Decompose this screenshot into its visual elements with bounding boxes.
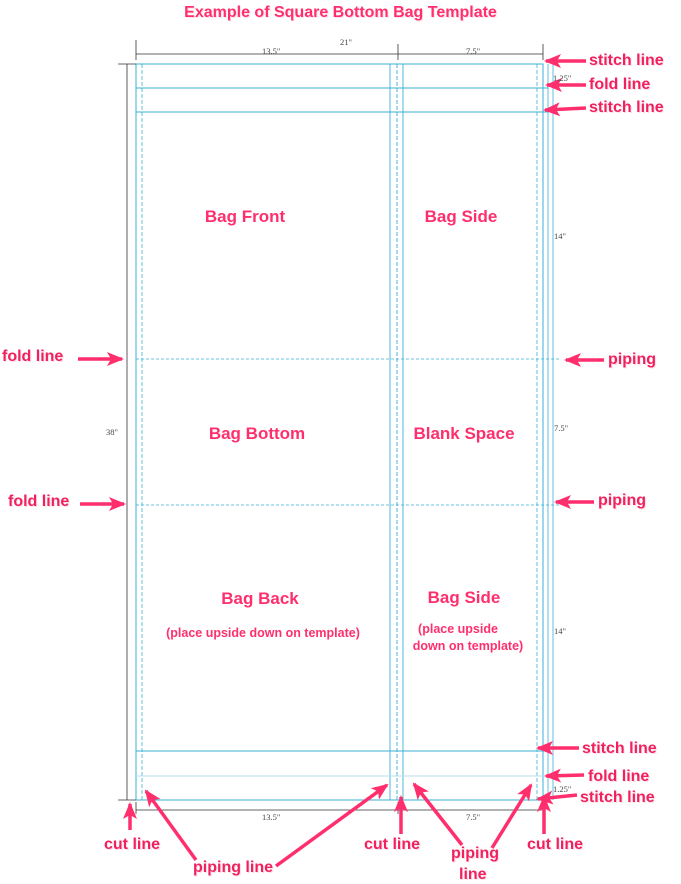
arrow-fold-bottom [546, 775, 584, 776]
panel-bag-side-top: Bag Side [424, 207, 498, 226]
arrow-piping-middle-up [414, 784, 462, 845]
label-cut-line-middle: cut line [364, 836, 421, 853]
label-fold-line-left-1: fold line [2, 348, 64, 365]
dim-side-width-top: 7.5" [466, 46, 481, 56]
panel-bag-side-note-1: (place upside [418, 622, 498, 636]
dim-seam-top: 1.25" [553, 73, 572, 83]
panel-bag-front: Bag Front [204, 207, 286, 226]
dim-lower-height: 14" [554, 626, 566, 636]
arrow-piping-middle-right [492, 785, 531, 848]
panel-divider [390, 64, 403, 800]
dim-total-width: 21" [340, 37, 352, 47]
panel-bag-side-bottom: Bag Side [427, 588, 501, 607]
label-piping-right-1: piping [608, 351, 656, 368]
label-cut-line-left: cut line [104, 836, 161, 853]
label-fold-line-top: fold line [589, 76, 651, 93]
label-fold-line-bottom: fold line [588, 768, 650, 785]
dim-front-width-bottom: 13.5" [262, 812, 281, 822]
label-stitch-line-top-2: stitch line [589, 99, 664, 116]
label-fold-line-left-2: fold line [8, 493, 70, 510]
panel-blank-space: Blank Space [413, 424, 515, 443]
label-stitch-line-top-1: stitch line [589, 52, 664, 69]
dim-front-width-top: 13.5" [262, 46, 281, 56]
dim-side-width-bottom: 7.5" [466, 812, 481, 822]
label-piping-middle-2: line [459, 866, 487, 883]
label-piping-middle-1: piping [451, 845, 499, 862]
panel-bag-back: Bag Back [221, 589, 299, 608]
dim-total-height: 38" [106, 427, 118, 437]
panel-bag-side-note-2: down on template) [412, 639, 524, 653]
label-cut-line-right: cut line [527, 836, 584, 853]
label-piping-right-2: piping [598, 492, 646, 509]
dim-upper-height: 14" [554, 231, 566, 241]
arrow-stitch-top-2 [545, 108, 586, 110]
label-stitch-line-bottom-2: stitch line [580, 789, 655, 806]
dim-seam-bottom: 1.25" [553, 784, 572, 794]
diagram-title: Example of Square Bottom Bag Template [184, 4, 497, 21]
panel-bag-back-note: (place upside down on template) [166, 626, 360, 640]
label-piping-line-left: piping line [193, 859, 273, 876]
dim-middle-height: 7.5" [554, 423, 569, 433]
panel-bag-bottom: Bag Bottom [208, 424, 306, 443]
annotation-arrows [78, 61, 604, 866]
label-stitch-line-bottom-1: stitch line [582, 740, 657, 757]
